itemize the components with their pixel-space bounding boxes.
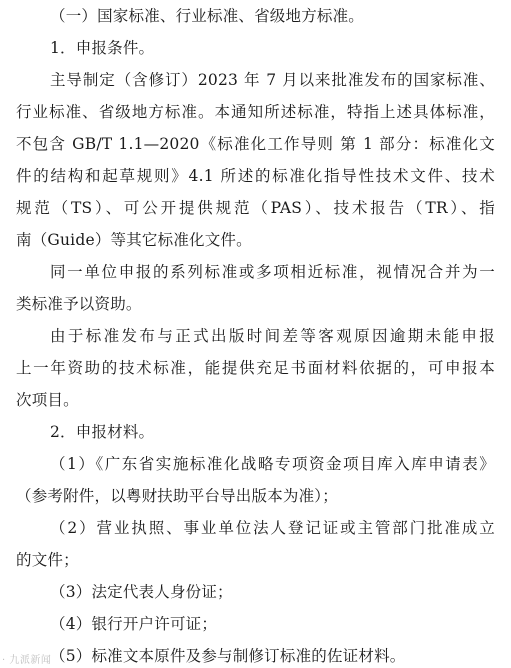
paragraph-line: 由于标准发布与正式出版时间差等客观原因逾期未能申报 [50,327,495,345]
list-item: （3）法定代表人身份证； [50,583,233,601]
list-item: （2）营业执照、事业单位法人登记证或主管部门批准成立 [50,519,495,537]
paragraph-line: 同一单位申报的系列标准或多项相近标准，视情况合并为一 [50,263,495,281]
list-item: （1）《广东省实施标准化战略专项资金项目库入库申请表》 [50,455,495,473]
paragraph-line: 主导制定（含修订）2023 年 7 月以来批准发布的国家标准、 [50,71,495,89]
list-item: （4）银行开户许可证； [50,615,218,633]
paragraph-line: 次项目。 [16,391,79,409]
list-item-continuation: （参考附件，以粤财扶助平台导出版本为准）； [16,487,338,505]
paragraph-line: 南（Guide）等其它标准化文件。 [16,231,252,249]
subsection-heading-conditions: 1．申报条件。 [50,39,155,57]
watermark: · 九派新闻 [2,655,52,666]
paragraph-line: 上一年资助的技术标准，能提供充足书面材料依据的，可申报本 [16,359,495,377]
paragraph-line: 不包含 GB/T 1.1—2020《标准化工作导则 第 1 部分：标准化文 [16,135,495,153]
list-item-continuation: 的文件； [16,551,79,569]
section-heading: （一）国家标准、行业标准、省级地方标准。 [50,7,365,25]
paragraph-line: 行业标准、省级地方标准。本通知所述标准，特指上述具体标准， [16,103,495,121]
subsection-heading-materials: 2．申报材料。 [50,423,155,441]
list-item: （5）标准文本原件及参与制修订标准的佐证材料。 [50,647,406,665]
paragraph-line: 件的结构和起草规则》4.1 所述的标准化指导性技术文件、技术 [16,167,495,185]
paragraph-line: 类标准予以资助。 [16,295,142,313]
paragraph-line: 规范（TS）、可公开提供规范（PAS）、技术报告（TR）、指 [16,199,495,217]
